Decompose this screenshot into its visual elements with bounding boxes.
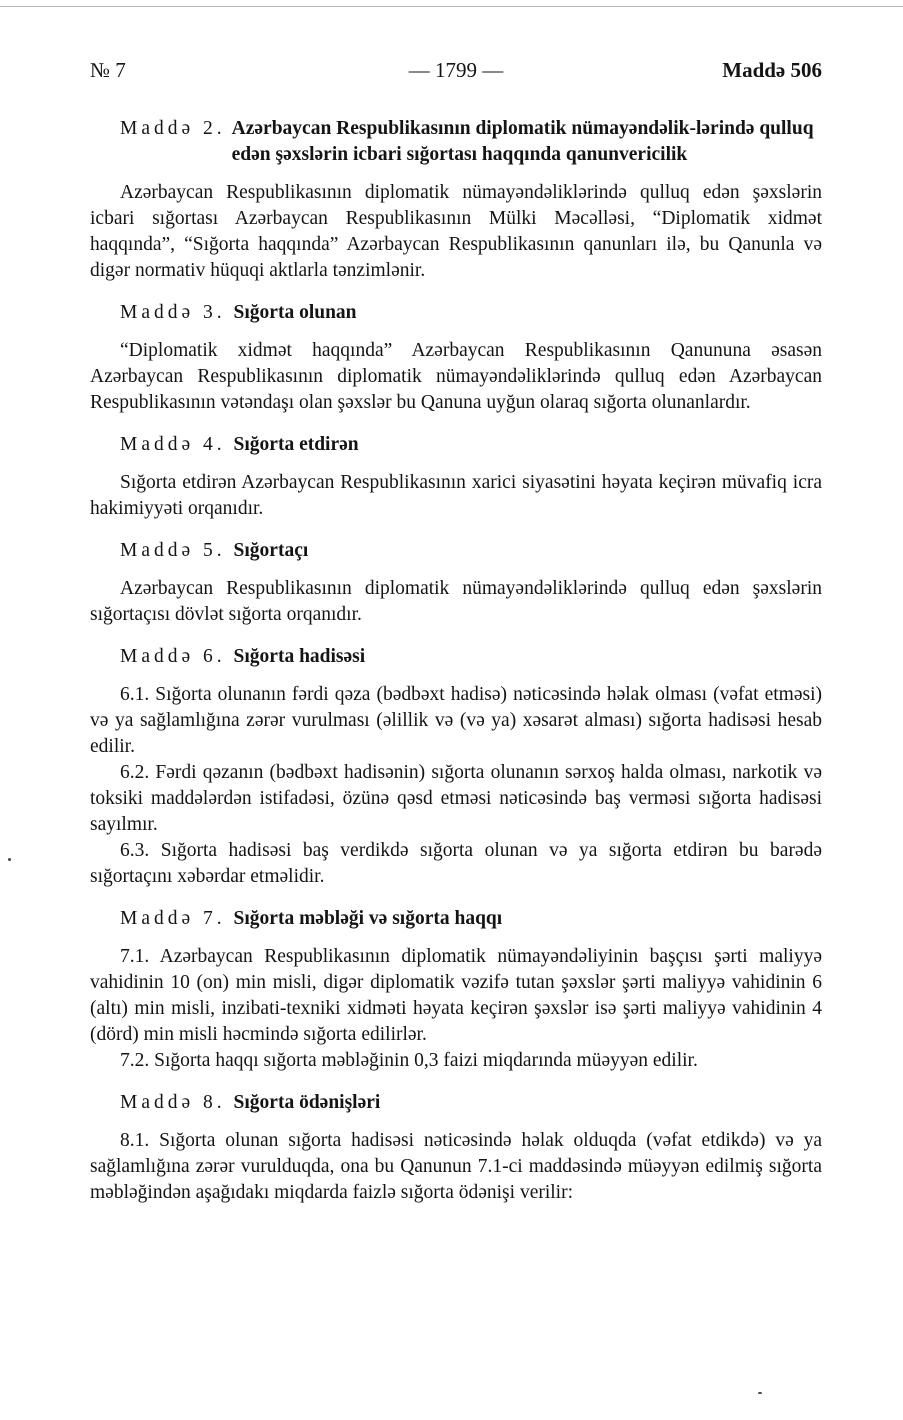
article-title: Azərbaycan Respublikasının diplomatik nümayəndəlik-lərində qulluq edən şəxslərin icbari sığortası haqqında qanunvericilik bbox=[231, 118, 814, 165]
article-heading bbox=[120, 538, 822, 564]
article-8 bbox=[90, 1090, 822, 1206]
article-title: Sığorta məbləği və sığorta haqqı bbox=[233, 908, 503, 929]
paragraph: 6.3. Sığorta hadisəsi baş verdikdə sığorta olunan və ya sığorta etdirən bu barədə sığortaçını xəbərdar etməlidir. bbox=[90, 840, 822, 887]
paragraph: 7.1. Azərbaycan Respublikasının diplomatik nümayəndəliyinin başçısı şərti maliyyə vahidinin 10 (on) min misli, digər diplomatik vəzifə tutan şəxslər şərti maliyyə vahidinin 6 (altı) min misli, inzibati-texniki xidməti həyata keçirən şəxslər isə şərti maliyyə vahidinin 4 (dörd) min misli həcmində sığorta edilirlər. bbox=[90, 946, 822, 1045]
paragraph: “Diplomatik xidmət haqqında” Azərbaycan Respublikasının Qanununa əsasən Azərbaycan Respublikasının diplomatik nümayəndəliklərində qulluq edən Azərbaycan Respublikasının vətəndaşı olan şəxslər bu Qanuna uyğun olaraq sığorta olunanlardır. bbox=[90, 340, 822, 413]
scan-speck bbox=[758, 1392, 762, 1394]
article-number: Maddə 8. bbox=[120, 1092, 226, 1113]
issue-number: № 7 bbox=[90, 58, 126, 82]
paragraph: 8.1. Sığorta olunan sığorta hadisəsi nəticəsində həlak olduqda (vəfat etdikdə) və ya sağlamlığına zərər vurulduqda, ona bu Qanunun 7.1-ci maddəsində müəyyən edilmiş sığorta məbləğindən aşağıdakı miqdarda faizlə sığorta ödənişi verilir: bbox=[90, 1130, 822, 1203]
article-title: Sığortaçı bbox=[233, 540, 309, 561]
article-number: Maddə 5. bbox=[120, 540, 226, 561]
article-reference: Maddə 506 bbox=[722, 58, 822, 82]
article-number: Maddə 2. bbox=[120, 118, 226, 139]
article-6 bbox=[90, 644, 822, 890]
article-heading bbox=[120, 432, 822, 458]
article-heading bbox=[120, 644, 822, 670]
article-heading bbox=[120, 906, 822, 932]
paragraph: Sığorta etdirən Azərbaycan Respublikasının xarici siyasətini həyata keçirən müvafiq icra hakimiyyəti orqanıdır. bbox=[90, 472, 822, 519]
page-header bbox=[90, 58, 822, 88]
article-heading bbox=[120, 1090, 822, 1116]
article-2 bbox=[90, 116, 822, 284]
article-title: Sığorta ödənişləri bbox=[233, 1092, 381, 1113]
paragraph: Azərbaycan Respublikasının diplomatik nümayəndəliklərində qulluq edən şəxslərin icbari sığortası Azərbaycan Respublikasının Mülki Məcəlləsi, “Diplomatik xidmət haqqında”, “Sığorta haqqında” Azərbaycan Respublikasının qanunları ilə, bu Qanunla və digər normativ hüquqi aktlarla tənzimlənir. bbox=[90, 182, 822, 281]
article-number: Maddə 7. bbox=[120, 908, 226, 929]
article-title: Sığorta hadisəsi bbox=[233, 646, 366, 667]
paragraph: 6.2. Fərdi qəzanın (bədbəxt hadisənin) sığorta olunanın sərxoş halda olması, narkotik və toksiki maddələrdən istifadəsi, özünə qəsd etməsi nəticəsində baş verməsi sığorta hadisəsi sayılmır. bbox=[90, 762, 822, 835]
article-title: Sığorta olunan bbox=[233, 302, 357, 323]
article-7 bbox=[90, 906, 822, 1074]
article-4 bbox=[90, 432, 822, 522]
paragraph: 6.1. Sığorta olunanın fərdi qəza (bədbəxt hadisə) nəticəsində həlak olması (vəfat etməsi) və ya sağlamlığına zərər vurulması (əlillik və (və ya) xəsarət alması) sığorta hadisəsi hesab edilir. bbox=[90, 684, 822, 757]
article-number: Maddə 6. bbox=[120, 646, 226, 667]
article-number: Maddə 3. bbox=[120, 302, 226, 323]
document-body bbox=[90, 116, 822, 1206]
paragraph: 7.2. Sığorta haqqı sığorta məbləğinin 0,3 faizi miqdarında müəyyən edilir. bbox=[120, 1050, 698, 1071]
paragraph: Azərbaycan Respublikasının diplomatik nümayəndəliklərində qulluq edən şəxslərin sığortaçısı dövlət sığorta orqanıdır. bbox=[90, 578, 822, 625]
article-heading bbox=[120, 116, 822, 168]
article-title: Sığorta etdirən bbox=[233, 434, 359, 455]
scan-speck bbox=[8, 858, 11, 861]
page-number: — 1799 — bbox=[408, 58, 504, 82]
article-5 bbox=[90, 538, 822, 628]
article-heading bbox=[120, 300, 822, 326]
page-top-edge bbox=[0, 6, 903, 7]
article-number: Maddə 4. bbox=[120, 434, 226, 455]
article-3 bbox=[90, 300, 822, 416]
